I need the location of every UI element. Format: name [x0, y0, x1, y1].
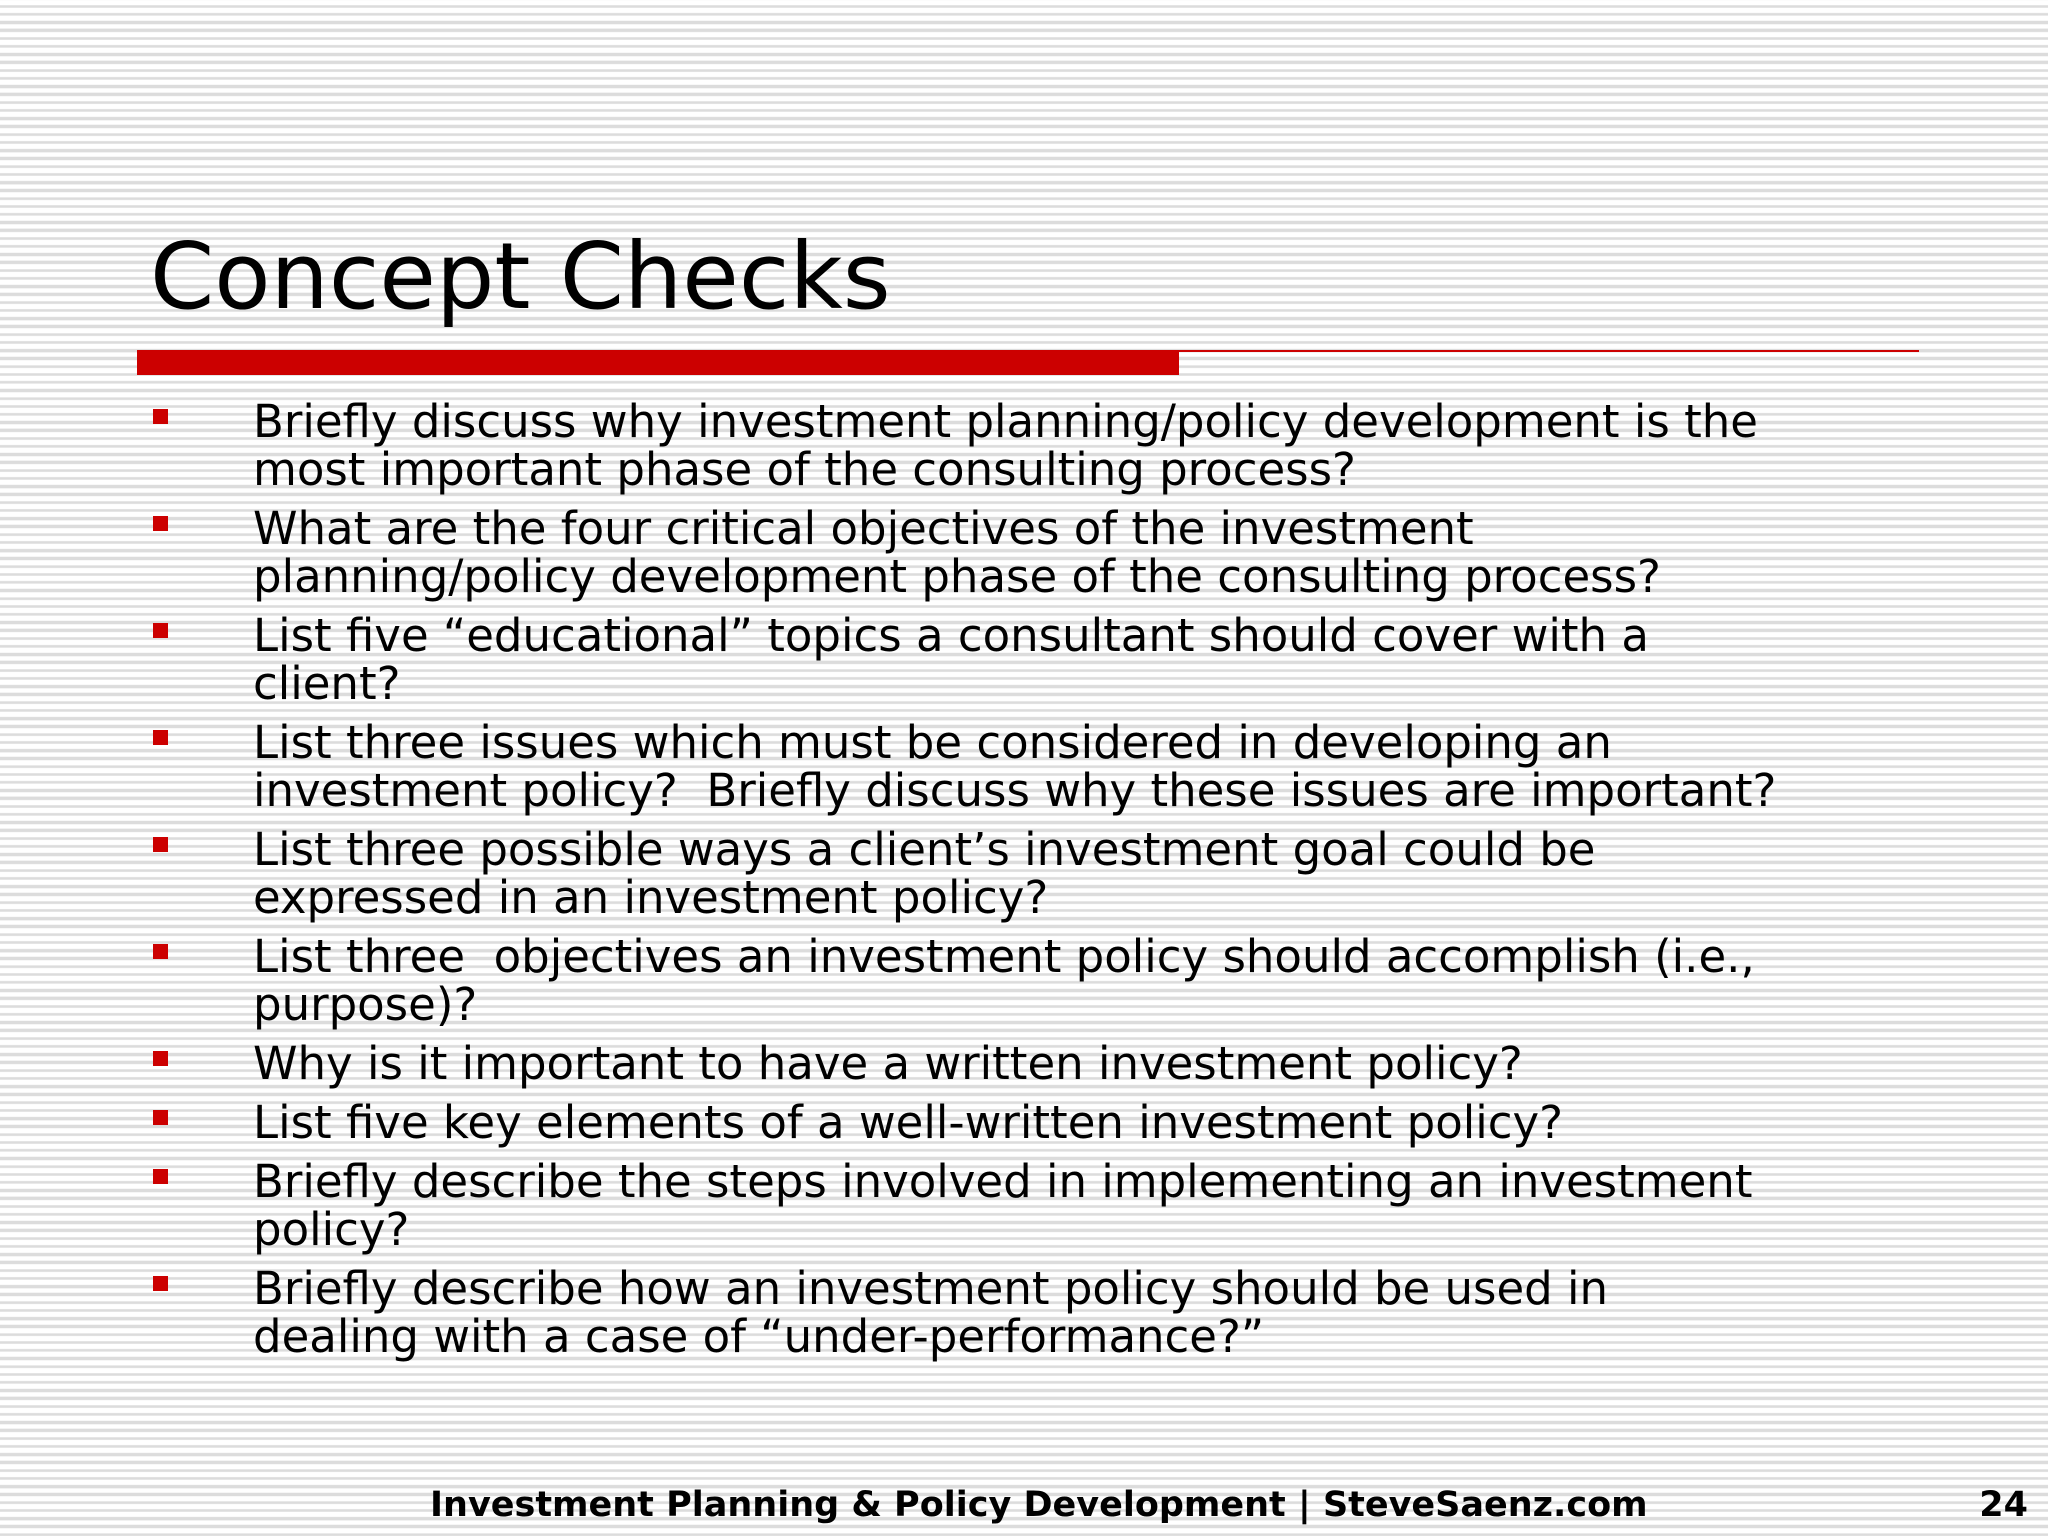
square-bullet-icon [153, 730, 168, 745]
bullet-item [0, 395, 2048, 496]
bullet-text-line: purpose)? [253, 978, 478, 1031]
bullet-text-line: What are the four critical objectives of the investment [253, 502, 1474, 555]
bullet-item [0, 1037, 2048, 1090]
bullet-item [0, 930, 2048, 1031]
bullet-text-line: List five “educational” topics a consultant should cover with a [253, 609, 1649, 662]
footer-text: Investment Planning & Policy Development | SteveSaenz.com [430, 1485, 1648, 1525]
square-bullet-icon [153, 944, 168, 959]
bullet-text-line: List five key elements of a well-written investment policy? [253, 1096, 1563, 1149]
title-underline-thin [1179, 350, 1919, 352]
square-bullet-icon [153, 1276, 168, 1291]
bullet-text-line: client? [253, 657, 401, 710]
slide-title: Concept Checks [150, 223, 891, 330]
square-bullet-icon [153, 409, 168, 424]
page-number: 24 [1979, 1485, 2028, 1525]
bullet-item [0, 716, 2048, 817]
square-bullet-icon [153, 516, 168, 531]
title-underline-thick [137, 350, 1179, 375]
bullet-text-line: investment policy? Briefly discuss why these issues are important? [253, 764, 1777, 817]
bullet-item [0, 823, 2048, 924]
bullet-text-line: most important phase of the consulting process? [253, 443, 1356, 496]
bullet-text-line: dealing with a case of “under-performance?” [253, 1310, 1265, 1363]
bullet-item [0, 609, 2048, 710]
square-bullet-icon [153, 1051, 168, 1066]
bullet-text-line: List three issues which must be considered in developing an [253, 716, 1612, 769]
bullet-text-line: Why is it important to have a written investment policy? [253, 1037, 1523, 1090]
square-bullet-icon [153, 1110, 168, 1125]
concept-check-list [0, 395, 2048, 1372]
bullet-text-line: Briefly describe how an investment policy should be used in [253, 1262, 1609, 1315]
bullet-text-line: List three possible ways a client’s investment goal could be [253, 823, 1596, 876]
bullet-text-line: expressed in an investment policy? [253, 871, 1049, 924]
bullet-item [0, 1262, 2048, 1363]
bullet-text-line: List three objectives an investment policy should accomplish (i.e., [253, 930, 1755, 983]
bullet-text-line: Briefly describe the steps involved in implementing an investment [253, 1155, 1753, 1208]
square-bullet-icon [153, 1169, 168, 1184]
bullet-item [0, 1096, 2048, 1149]
bullet-item [0, 1155, 2048, 1256]
square-bullet-icon [153, 623, 168, 638]
bullet-text-line: Briefly discuss why investment planning/policy development is the [253, 395, 1758, 448]
bullet-text-line: policy? [253, 1203, 410, 1256]
bullet-item [0, 502, 2048, 603]
square-bullet-icon [153, 837, 168, 852]
bullet-text-line: planning/policy development phase of the consulting process? [253, 550, 1661, 603]
